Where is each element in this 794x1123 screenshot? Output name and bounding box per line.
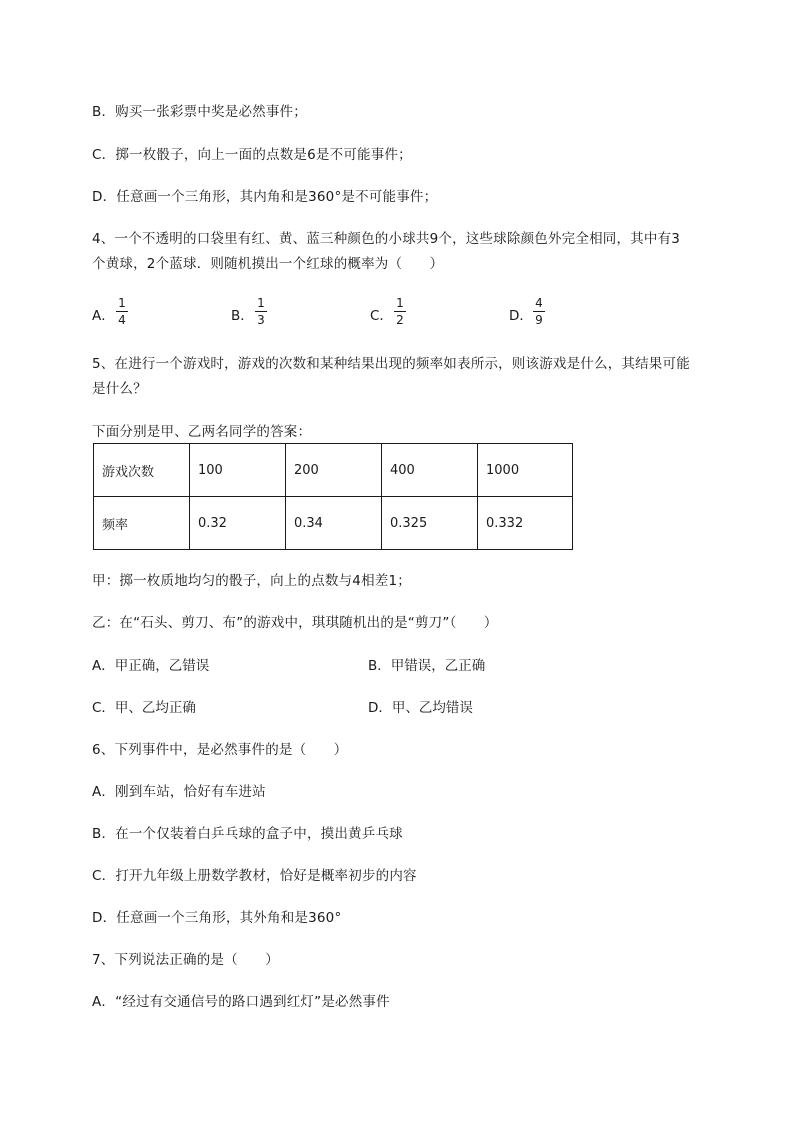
fraction-denominator: 2 [396, 313, 404, 327]
q3-option-b: B．购买一张彩票中奖是必然事件； [92, 104, 307, 120]
frequency-table [93, 443, 573, 550]
fraction-bar [394, 311, 406, 312]
q6-option-a: A．刚到车站，恰好有车进站 [92, 784, 266, 800]
q7-option-a: A．“经过有交通信号的路口遇到红灯”是必然事件 [92, 994, 390, 1010]
table-cell: 0.325 [382, 497, 478, 550]
fraction-denominator: 9 [535, 313, 543, 327]
table-row [94, 444, 573, 497]
table-cell: 200 [286, 444, 382, 497]
fraction-numerator: 1 [257, 296, 265, 310]
q4-option-d-fraction [533, 296, 545, 327]
q4-option-c-label: C． [370, 308, 393, 324]
q5-intro: 下面分别是甲、乙两名同学的答案： [92, 424, 312, 440]
q5-option-c: C．甲、乙均正确 [92, 700, 196, 716]
q4-stem-line-1: 4、一个不透明的口袋里有红、黄、蓝三种颜色的小球共9个，这些球除颜色外完全相同，其中有3 [92, 231, 681, 247]
fraction-numerator: 1 [118, 296, 126, 310]
fraction-bar [255, 311, 267, 312]
q7-stem: 7、下列说法正确的是（ ） [92, 952, 279, 968]
q5-answer-jia: 甲：掷一枚质地均匀的骰子，向上的点数与4相差1； [92, 573, 411, 589]
q4-option-a-fraction [116, 296, 128, 327]
fraction-bar [116, 311, 128, 312]
q6-stem: 6、下列事件中，是必然事件的是（ ） [92, 742, 348, 758]
q4-option-b-label: B． [231, 308, 254, 324]
table-cell: 0.32 [190, 497, 286, 550]
q4-option-c-fraction [394, 296, 406, 327]
q5-stem-line-1: 5、在进行一个游戏时，游戏的次数和某种结果出现的频率如表所示，则该游戏是什么，其结果可能 [92, 356, 690, 372]
q4-stem-line-2: 个黄球，2个蓝球．则随机摸出一个红球的概率为（ ） [92, 256, 444, 272]
fraction-numerator: 4 [535, 296, 543, 310]
table-cell: 0.332 [478, 497, 573, 550]
q3-option-c: C．掷一枚骰子，向上一面的点数是6是不可能事件； [92, 147, 412, 163]
q6-option-c: C．打开九年级上册数学教材，恰好是概率初步的内容 [92, 868, 417, 884]
table-cell: 1000 [478, 444, 573, 497]
table-cell: 400 [382, 444, 478, 497]
table-cell: 频率 [94, 497, 190, 550]
q5-option-d: D．甲、乙均错误 [368, 700, 473, 716]
table-cell: 100 [190, 444, 286, 497]
q5-stem-line-2: 是什么？ [92, 381, 147, 397]
q3-option-d: D．任意画一个三角形，其内角和是360°是不可能事件； [92, 189, 438, 205]
q6-option-b: B．在一个仅装着白乒乓球的盒子中，摸出黄乒乓球 [92, 826, 403, 842]
table-cell: 游戏次数 [94, 444, 190, 497]
q4-option-b-fraction [255, 296, 267, 327]
q6-option-d: D．任意画一个三角形，其外角和是360° [92, 910, 342, 926]
table-row [94, 497, 573, 550]
fraction-denominator: 3 [257, 313, 265, 327]
table-cell: 0.34 [286, 497, 382, 550]
q4-option-d-label: D． [509, 308, 533, 324]
q5-option-a: A．甲正确，乙错误 [92, 658, 210, 674]
fraction-bar [533, 311, 545, 312]
q5-answer-yi: 乙：在“石头、剪刀、布”的游戏中，琪琪随机出的是“剪刀”（ ） [92, 615, 498, 631]
fraction-numerator: 1 [396, 296, 404, 310]
fraction-denominator: 4 [118, 313, 126, 327]
q4-option-a-label: A． [92, 308, 115, 324]
q5-option-b: B．甲错误，乙正确 [368, 658, 486, 674]
